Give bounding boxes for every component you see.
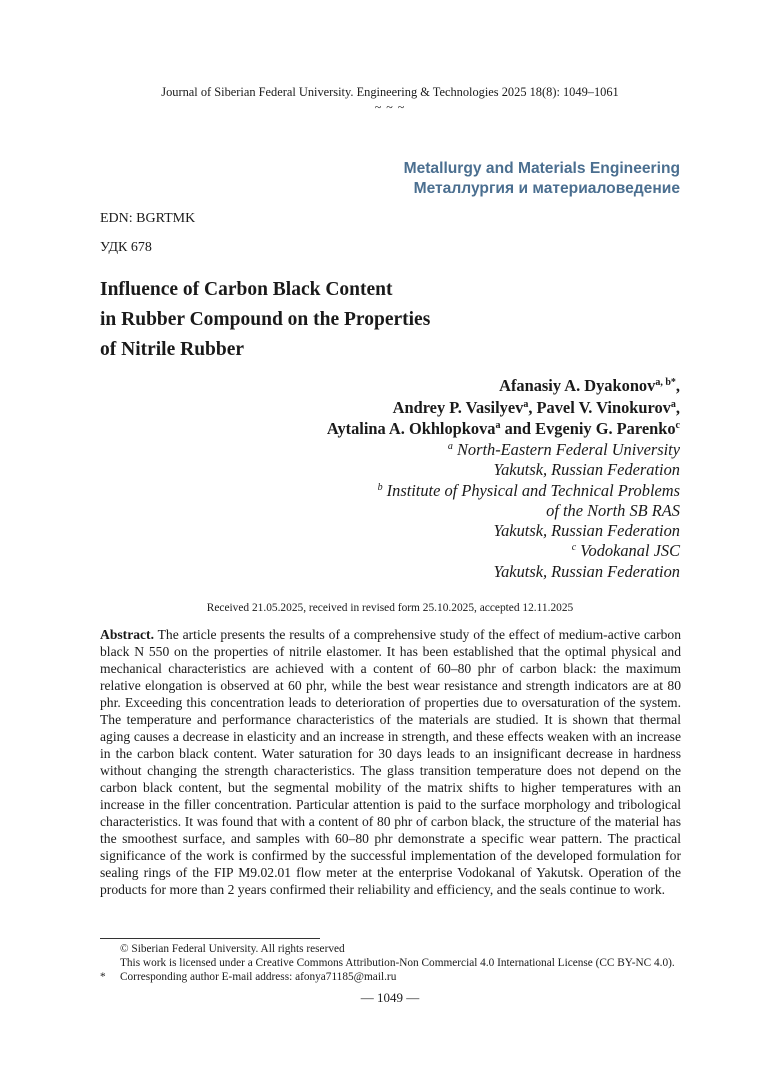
title-line-1: Influence of Carbon Black Content [100, 279, 393, 300]
author-affiliation-mark: a [495, 420, 501, 431]
affiliation-mark: b [377, 481, 383, 493]
affiliation-a-city: Yakutsk, Russian Federation [493, 460, 680, 480]
footnote-corresponding [100, 971, 396, 985]
article-title [100, 275, 620, 365]
affiliation-b-city: Yakutsk, Russian Federation [493, 521, 680, 541]
author-separator: , [675, 397, 680, 417]
affiliation-name: Vodokanal JSC [576, 541, 680, 561]
affiliation-c [378, 541, 680, 561]
affiliation-b-line-2: of the North SB RAS [546, 500, 680, 520]
affiliation-name: North-Eastern Federal University [452, 440, 680, 459]
author-affiliation-mark: c [675, 420, 680, 431]
corresponding-author-email: Corresponding author E-mail address: afonya71185@mail.ru [120, 971, 397, 983]
author-separator: , [528, 397, 537, 417]
title-line-3: of Nitrile Rubber [100, 339, 245, 360]
author-name: Andrey P. Vasilyev [392, 397, 524, 417]
author-separator: , [675, 376, 680, 395]
author-affiliation-mark: a, b* [655, 377, 676, 388]
author-name: Evgeniy G. Parenko [535, 419, 676, 438]
author-line-2 [327, 397, 680, 419]
page-number: — 1049 — [360, 990, 420, 1005]
affiliation-mark: c [571, 542, 577, 554]
footnote-copyright: © Siberian Federal University. All rights reserved [120, 943, 345, 955]
title-line-2: in Rubber Compound on the Properties [100, 309, 431, 330]
section-title-english: Metallurgy and Materials Engineering [403, 160, 680, 177]
footnote-divider [100, 938, 320, 939]
author-line-3 [327, 418, 680, 440]
author-name: Afanasiy A. Dyakonov [499, 376, 656, 395]
affiliation-b [378, 481, 680, 501]
edn-code: EDN: BGRTMK [100, 211, 196, 226]
author-affiliation-mark: a [523, 398, 529, 410]
affiliation-c-city: Yakutsk, Russian Federation [493, 561, 680, 581]
author-line-1 [327, 375, 680, 397]
received-dates: Received 21.05.2025, received in revised form 25.10.2025, accepted 12.11.2025 [206, 602, 574, 614]
footnote-license: This work is licensed under a Creative Commons Attribution-Non Commercial 4.0 International License (CC BY-NC 4.0). [120, 957, 675, 969]
abstract-label: Abstract. [100, 627, 154, 642]
author-separator: and [500, 419, 536, 438]
journal-header: Journal of Siberian Federal University. Engineering & Technologies 2025 18(8): 1049–1061 [161, 85, 619, 99]
udk-code: УДК 678 [100, 240, 152, 255]
header-ornament: ~ ~ ~ [374, 100, 406, 114]
affiliation-mark: a [447, 441, 453, 452]
author-name: Aytalina A. Okhlopkova [326, 419, 496, 438]
section-title-russian: Металлургия и материаловедение [413, 180, 680, 197]
footnote-star: * [100, 971, 106, 983]
affiliations [378, 440, 680, 582]
author-name: Pavel V. Vinokurov [536, 397, 671, 417]
author-list [327, 375, 680, 440]
affiliation-a [378, 440, 680, 460]
affiliation-name: Institute of Physical and Technical Problems [382, 480, 680, 500]
author-affiliation-mark: a [670, 398, 676, 410]
abstract-text: The article presents the results of a comprehensive study of the effect of medium-active carbon black N 550 on the properties of nitrile elastomer. It has been established that the optimal physical and mechanical characteristics are achieved with a content of 60–80 phr of carbon black: the maximum relative elongation is observed at 60 phr, while the best wear resistance and strength indicators are at 80 phr. Exceeding this concentration leads to deterioration of properties due to oversaturation of the system. The temperature and performance characteristics of the materials are studied. It is shown that thermal aging causes a decrease in elasticity and an increase in strength, and these effects weaken with an increase in the carbon black content. Water saturation for 30 days leads to an insignificant decrease in hardness without changing the strength characteristics. The glass transition temperature does not depend on the carbon black content, but the segmental mobility of the matrix shifts to higher temperatures with an increase in the filler concentration. Particular attention is paid to the surface morphology and tribological characteristics. It was found that with a content of 80 phr of carbon black, the structure of the material has the smoothest surface, and samples with 60–80 phr demonstrate a specific wear pattern. The practical significance of the work is confirmed by the successful implementation of the developed formulation for sealing rings of the FIP M9.02.01 flow meter at the enterprise Vodokanal of Yakutsk. Operation of the products for more than 2 years confirmed their reliability and efficiency, and the seals continue to work. [100, 627, 681, 897]
abstract [100, 626, 681, 898]
